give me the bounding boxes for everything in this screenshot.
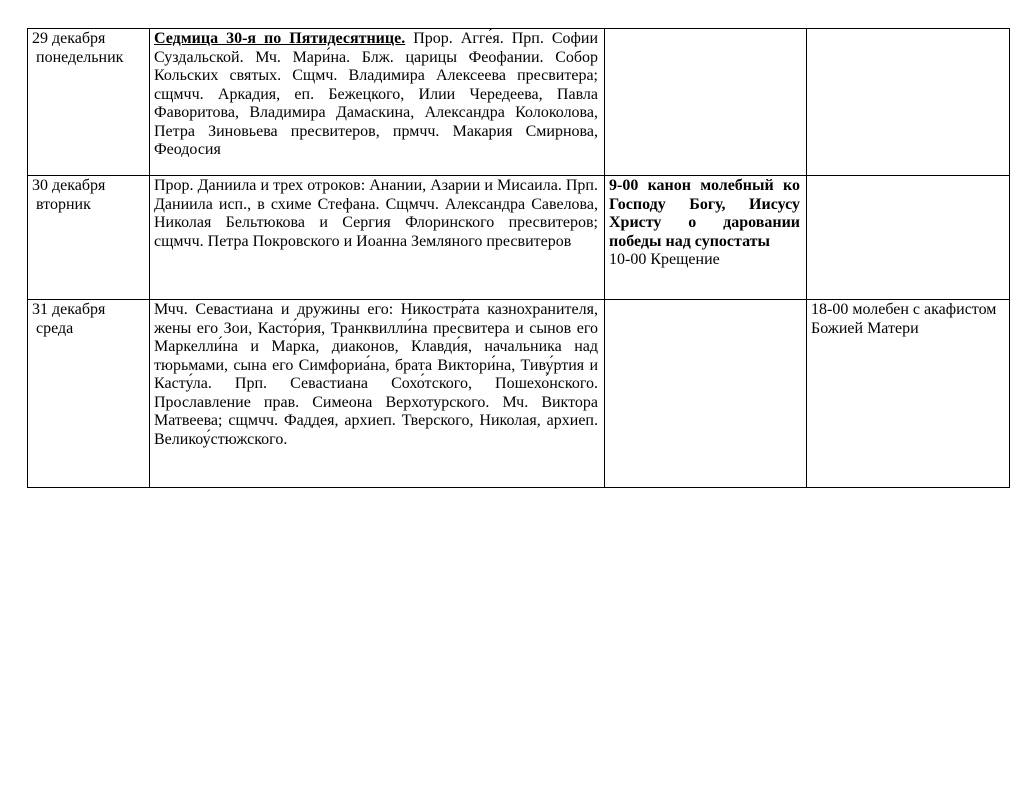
saints-text: Прор. Даниила и трех отроков: Анании, Азарии и Мисаила. Прп. Даниила исп., в схиме Стефана. Сщмчч. Александра Савелова, Николая Бельтюкова и Сергия Флоринского пресвитеров; сщмчч. Петра Покровского и Иоанна Земляного пресвитеров (154, 177, 598, 250)
evening-service-cell (807, 176, 1010, 300)
date-cell (28, 176, 150, 300)
morning-service-cell (605, 300, 807, 488)
saints-text: Мчч. Севастиана и дружины его: Никостра́та казнохранителя, жены его Зои, Касто́рия, Транквилли́на пресвитера и сынов его Маркелли́на и Марка, диаконов, Клавди́я, начальника над тюрьмами, сына его Симфориа́на, брата Виктори́на, Тиву́ртия и Касту́ла. Прп. Севастиана Сохо́тского, Пошехо́нского. Прославление прав. Симеона Верхотурского. Мч. Виктора Матвеева; сщмчч. Фаддея, архиеп. Тверского, Николая, архиеп. Великоу́стюжского. (154, 301, 598, 448)
morning-service-bold: 9-00 канон молебный ко Господу Богу, Иисусу Христу о даровании победы над супостаты (609, 177, 800, 250)
date: 31 декабря (32, 301, 106, 318)
date-cell (28, 300, 150, 488)
table-row (28, 300, 1010, 488)
saints-cell (150, 29, 605, 176)
saints-text: Прор. Агге́я. Прп. Софии Суздальской. Мч. Мари́на. Блж. царицы Феофании. Собор Кольских святых. Сщмч. Владимира Алексеева пресвитера; сщмчч. Аркадия, еп. Бежецкого, Илии Чередеева, Павла Фаворитова, Владимира Дамаскина, Александра Колоколова, Петра Зиновьева пресвитеров, прмчч. Макария Смирнова, Феодосия (154, 30, 599, 158)
date-cell (28, 29, 150, 176)
evening-service-cell (807, 29, 1010, 176)
morning-service-cell (605, 29, 807, 176)
weekday: вторник (36, 195, 91, 213)
table-row (28, 29, 1010, 176)
saints-cell (150, 176, 605, 300)
evening-service-cell (807, 300, 1010, 488)
date: 30 декабря (32, 177, 106, 194)
feast-title: Седмица 30-я по Пятидесятнице. (154, 30, 406, 47)
morning-service-cell (605, 176, 807, 300)
saints-cell (150, 300, 605, 488)
evening-service: 18-00 молебен с акафистом Божией Матери (811, 301, 997, 337)
table-row (28, 176, 1010, 300)
schedule-table (27, 28, 1010, 488)
date: 29 декабря (32, 30, 106, 47)
morning-service: 10-00 Крещение (609, 251, 720, 268)
weekday: среда (36, 319, 74, 337)
weekday: понедельник (36, 48, 124, 66)
